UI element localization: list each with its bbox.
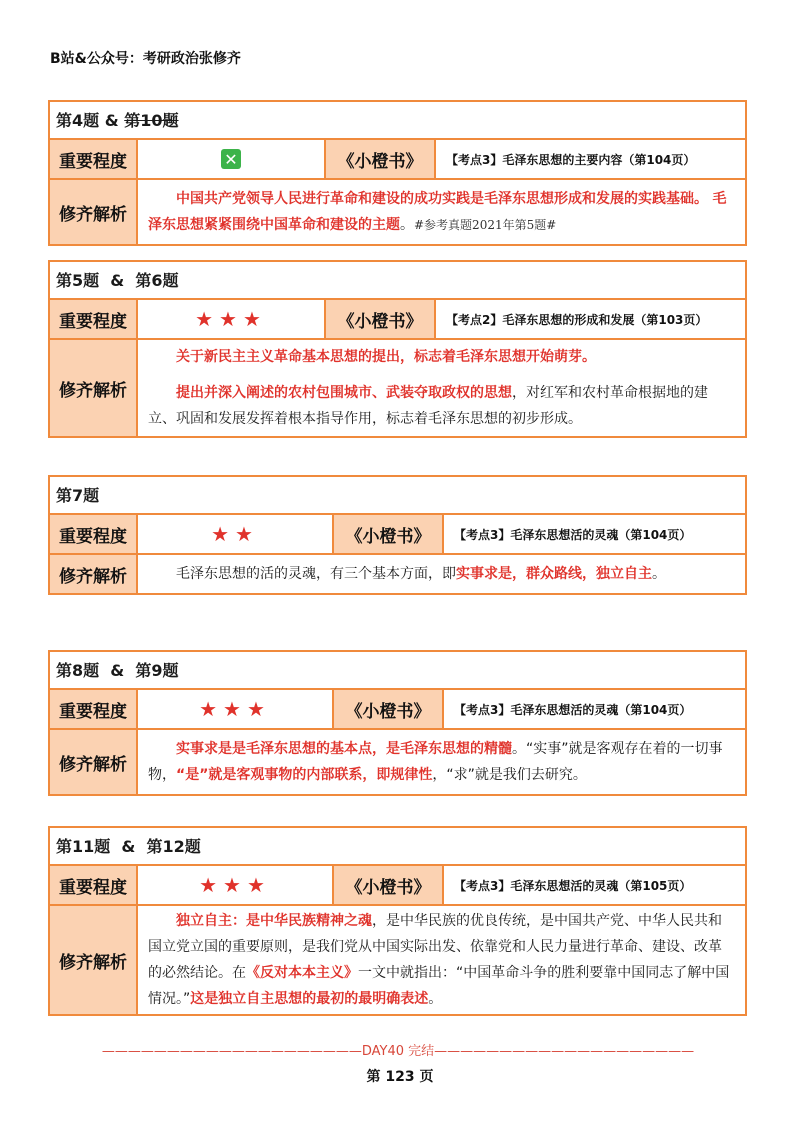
importance-stars: ★★: [138, 515, 334, 553]
page-number: 第 123 页: [366, 1069, 434, 1085]
importance-label: 重要程度: [50, 690, 138, 728]
question-block-4-10: [48, 100, 747, 246]
question-block-11-12: [48, 826, 747, 1016]
analysis-text: [138, 906, 745, 1014]
analysis-text: [138, 555, 745, 593]
analysis-plain: 。: [428, 991, 443, 1007]
importance-stars: ★★★: [138, 300, 326, 338]
analysis-label: 修齐解析: [50, 730, 138, 794]
analysis-plain: ，“求”就是我们去研究。: [432, 767, 587, 783]
kaodian-ref: 【考点3】毛泽东思想活的灵魂（第105页）: [454, 878, 692, 893]
analysis-highlight: 这是独立自主思想的最初的最明确表述: [190, 991, 429, 1007]
analysis-label: 修齐解析: [50, 340, 138, 436]
source-header: B站&公众号：考研政治张修齐: [50, 51, 241, 67]
importance-stars: ★★★: [138, 690, 334, 728]
analysis-highlight: 毛泽东思想紧紧围绕中国革命和建设的主题: [148, 191, 727, 233]
analysis-highlight: 《反对本本主义》: [246, 965, 358, 981]
analysis-label: 修齐解析: [50, 180, 138, 244]
book-label: 《小橙书》: [326, 140, 436, 178]
analysis-plain: ，对红军和农村革命根据地的建立、巩固和发展发挥着根本指导作用，标志着毛泽东思想的初步形成。: [148, 385, 708, 427]
importance-row: [50, 140, 745, 180]
analysis-label: 修齐解析: [50, 555, 138, 593]
analysis-highlight: “是”就是客观事物的内部联系，即规律性: [176, 767, 433, 783]
importance-label: 重要程度: [50, 300, 138, 338]
analysis-row: [50, 555, 745, 593]
analysis-plain: 。“实事”就是客观存在着的一切事物，: [148, 741, 723, 783]
book-label: 《小橙书》: [334, 866, 444, 904]
analysis-plain: 一文中就指出：“中国革命斗争的胜利要靠中国同志了解中国情况。”: [148, 965, 730, 1007]
importance-stars: ★★★: [138, 866, 334, 904]
question-block-5-6: [48, 260, 747, 438]
book-label: 《小橙书》: [326, 300, 436, 338]
block-title: 第11题 & 第12题: [50, 828, 745, 866]
analysis-label: 修齐解析: [50, 906, 138, 1014]
book-label: 《小橙书》: [334, 690, 444, 728]
question-block-8-9: [48, 650, 747, 796]
importance-row: [50, 690, 745, 730]
analysis-text: [138, 180, 745, 244]
analysis-highlight: 实事求是，群众路线，独立自主: [456, 566, 652, 582]
importance-label: 重要程度: [50, 515, 138, 553]
analysis-highlight: 独立自主：: [176, 913, 246, 929]
block-title: [50, 102, 745, 140]
analysis-text: [138, 730, 745, 794]
kaodian-ref: 【考点3】毛泽东思想活的灵魂（第104页）: [454, 702, 692, 717]
block-title-sep: &: [99, 111, 125, 130]
book-label: 《小橙书》: [334, 515, 444, 553]
block-title-part-a: 第4题: [56, 111, 100, 130]
analysis-highlight: 中国共产党领导人民进行革命和建设的成功实践是毛泽东思想形成和发展的实践基础。: [176, 191, 708, 207]
analysis-row: [50, 340, 745, 436]
importance-rating: [138, 140, 326, 178]
analysis-row: [50, 730, 745, 794]
importance-row: [50, 300, 745, 340]
analysis-highlight: 是中华民族精神之魂: [246, 913, 372, 929]
kaodian-ref: 【考点3】毛泽东思想活的灵魂（第104页）: [454, 527, 692, 542]
analysis-plain: 。: [400, 217, 414, 233]
analysis-plain: ，是中华民族的优良传统，是中国共产党、中华人民共和国立党立国的重要原则，是我们党从中国实际出发、依靠党和人民力量进行革命、建设、改革的必然结论。在: [148, 913, 722, 981]
importance-row: [50, 866, 745, 906]
analysis-highlight: 关于新民主主义革命基本思想的提出，标志着毛泽东思想开始萌芽。: [176, 349, 596, 365]
analysis-plain: 。: [652, 566, 666, 582]
reference-note: #参考真题2021年第5题#: [414, 218, 557, 232]
analysis-text: [138, 340, 745, 436]
analysis-highlight: 实事求是是毛泽东思想的基本点，是毛泽东思想的精髓: [176, 741, 512, 757]
importance-label: 重要程度: [50, 140, 138, 178]
green-x-icon: ✕: [221, 149, 241, 169]
day-complete-divider: ————————————————————DAY40 完结————————————————————: [101, 1044, 695, 1059]
block-title-part-b: 第10题: [124, 111, 179, 130]
importance-label: 重要程度: [50, 866, 138, 904]
kaodian-ref: 【考点2】毛泽东思想的形成和发展（第103页）: [446, 312, 708, 327]
block-title: 第7题: [50, 477, 745, 515]
importance-row: [50, 515, 745, 555]
question-block-7: [48, 475, 747, 595]
analysis-row: [50, 906, 745, 1014]
analysis-plain: 毛泽东思想的活的灵魂，有三个基本方面，即: [176, 566, 456, 582]
analysis-highlight: 提出并深入阐述的农村包围城市、武装夺取政权的思想: [176, 385, 512, 401]
block-title: 第5题 & 第6题: [50, 262, 745, 300]
block-title: 第8题 & 第9题: [50, 652, 745, 690]
kaodian-ref: 【考点3】毛泽东思想的主要内容（第104页）: [446, 152, 696, 167]
analysis-row: [50, 180, 745, 244]
